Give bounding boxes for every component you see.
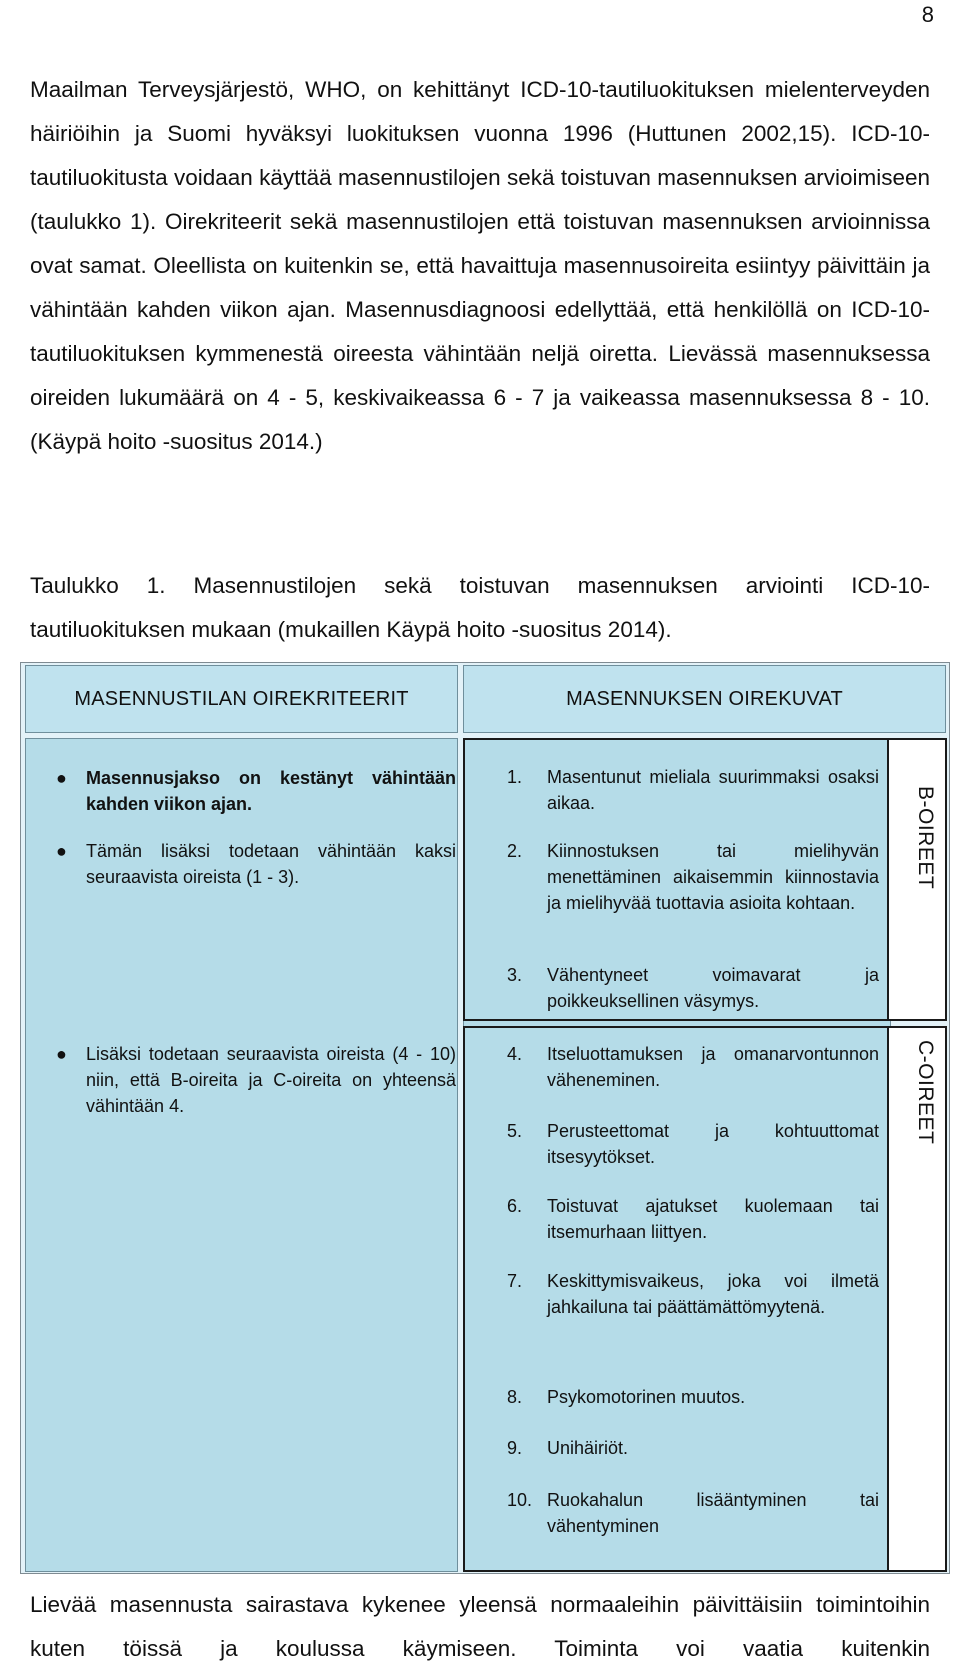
table-caption: Taulukko 1. Masennustilojen sekä toistuvan masennuksen arviointi ICD-10-tautiluokituksen mukaan (mukaillen Käypä hoito -suositus 2014). [30, 573, 930, 642]
symptom-item: 1. Masentunut mieliala suurimmaksi osaksi aikaa. [507, 767, 879, 813]
bullet-icon: ● [56, 768, 67, 788]
page-number: 8 [921, 2, 934, 27]
criterion-item: ● Lisäksi todetaan seuraavista oireista (4 - 10) niin, että B-oireita ja C-oireita on yhteensä vähintään 4. [56, 1041, 456, 1119]
symptom-item: 9. Unihäiriöt. [507, 1438, 629, 1458]
symptom-item: 2. Kiinnostuksen tai mielihyvän menettäminen aikaisemmin kiinnostavia ja mielihyvää tuottavia asioita kohtaan. [507, 841, 879, 913]
intro-paragraph: Maailman Terveysjärjestö, WHO, on kehittänyt ICD-10-tautiluokituksen mielenterveyden häiriöihin ja Suomi hyväksyi luokituksen vuonna 1996 (Huttunen 2002,15). ICD-10-tautiluokitusta voidaan käyttää masennustilojen sekä toistuvan masennuksen arvioimiseen (taulukko 1). Oirekriteerit sekä masennustilojen että toistuvan masennuksen arvioinnissa ovat samat. Oleellista on kuitenkin se, että havaittuja masennusoireita esiintyy päivittäin ja vähintään kahden viikon ajan. Masennusdiagnoosi edellyttää, että henkilöllä on ICD-10-tautiluokituksen kymmenestä oireesta vähintään neljä oiretta. Lievässä masennuksessa oireiden lukumäärä on 4 - 5, keskivaikeassa 6 - 7 ja vaikeassa masennuksessa 8 - 10. (Käypä hoito -suositus 2014.) [30, 77, 930, 454]
bullet-icon: ● [56, 1044, 67, 1064]
criterion-item: ● Masennusjakso on kestänyt vähintään kahden viikon ajan. [56, 765, 456, 817]
symptom-item: 6. Toistuvat ajatukset kuolemaan tai itsemurhaan liittyen. [507, 1196, 879, 1242]
bullet-icon: ● [56, 841, 67, 861]
criterion-item: ● Tämän lisäksi todetaan vähintään kaksi seuraavista oireista (1 - 3). [56, 838, 456, 890]
right-column-header: MASENNUKSEN OIREKUVAT [463, 665, 946, 733]
symptom-item: 7. Keskittymisvaikeus, joka voi ilmetä jahkailuna tai päättämättömyytenä. [507, 1271, 879, 1317]
symptom-item: 3. Vähentyneet voimavarat ja poikkeuksellinen väsymys. [507, 965, 879, 1011]
symptom-item: 8. Psykomotorinen muutos. [507, 1387, 746, 1407]
closing-paragraph: Lievää masennusta sairastava kykenee yleensä normaaleihin päivittäisiin toimintoihin kuten töissä ja koulussa käymiseen. Toiminta voi vaatia kuitenkin [30, 1592, 930, 1661]
c-symptoms-label: C-OIREET [914, 1040, 937, 1145]
left-column-header: MASENNUSTILAN OIREKRITEERIT [25, 665, 458, 733]
symptom-item: 4. Itseluottamuksen ja omanarvontunnon väheneminen. [507, 1044, 879, 1090]
symptom-item: 10. Ruokahalun lisääntyminen tai vähentyminen [507, 1490, 879, 1536]
b-symptoms-label: B-OIREET [914, 786, 937, 890]
symptom-item: 5. Perusteettomat ja kohtuuttomat itsesyytökset. [507, 1121, 879, 1167]
